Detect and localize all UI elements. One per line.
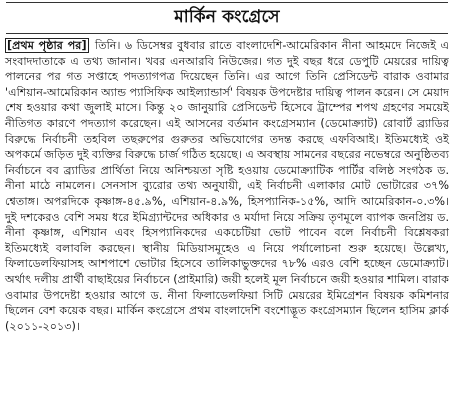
continued-from-front-page-tag: [প্রথম পৃষ্ঠার পর]: [7, 39, 87, 52]
article-text: তিনি। ৬ ডিসেম্বর বুধবার রাতে বাংলাদেশি-আমেরিকান নীনা আহমদে নিজেই এ সংবাদদাতাকে এ তথ্য জানান। খবর এনআরবি নিউজের। গত দুই বছর ধরে ডেপুটি মেয়রের দায়িত্ব পালনের পর গত সপ্তাহে পদত্যাগপত্র দিয়েছেন তিনি। এর আগে তিনি প্রেসিডেন্ট বারাক ওবামার 'এশিয়ান-আমেরিকান অ্যান্ড প্যাসিফিক আইল্যান্ডার্স' বিষয়ক উপদেষ্টার দায়িত্ব পালন করেন। সে মেয়াদ শেষ হওয়ার কথা জুলাই মাসে। কিন্তু ২০ জানুয়ারি প্রেসিডেন্ট হিসেবে ট্রাম্পের শপথ গ্রহণের সময়েই নীতিগত কারণে পদত্যাগ করেছেন। এই আসনের বর্তমান কংগ্রেসম্যান (ডেমোক্র্যাট) রোবার্ট ব্র্যাডির বিরুদ্ধে নির্বাচনী তহবিল তছরুপের গুরুতর অভিযোগের তদন্ত করছে এফবিআই। ইতিমধ্যেই ওই অপকর্মে জড়িত দুই ব্যক্তির বিরুদ্ধে চার্জ গঠিত হয়েছে। এ অবস্থায় সামনের বছরের নভেম্বরে অনুষ্ঠিতব্য নির্বাচনে বব ব্র্যাডির প্রার্থিতা নিয়ে অনিশ্চয়তা সৃষ্টি হওয়ায় ডেমোক্র্যাটিক পার্টির বলিষ্ঠ সংগঠক ড. নীনা মাঠে নামলেন। সেনসাস ব্যুরোর তথ্য অনুযায়ী, এই নির্বাচনী এলাকার মোট ভোটারের ৩৭% শ্বেতাঙ্গ। অপরদিকে কৃষ্ণাঙ্গ-৪৫.৯%, এশিয়ান-৪.৯%, হিসপ্যানিক-১৫%, আদি আমেরিকান-০.৩%। দুই দশকেরও বেশি সময় ধরে ইমিগ্র্যান্টদের অধিকার ও মর্যাদা নিয়ে সক্রিয় তৃণমূলে ব্যাপক জনপ্রিয় ড. নীনা কৃষ্ণাঙ্গ, এশিয়ান এবং হিসপ্যানিকদের একচেটিয়া ভোট পাবেন বলে নির্বাচনী বিশ্লেষকরা ইতিমধ্যেই বলাবলি করছেন। স্থানীয় মিডিয়াসমূহেও এ নিয়ে পর্যালোচনা শুরু হয়েছে। উল্লেখ্য, ফিলাডেলফিয়াসহ আশপাশে ভোটার হিসেবে তালিকাভুক্তদের ৭৮% এরও বেশি হচ্ছেন ডেমোক্র্যাট। অর্থাৎ দলীয় প্রার্থী বাছাইয়ের নির্বাচনে (প্রাইমারি) জয়ী হলেই মূল নির্বাচনে জয়ী হওয়ার শামিল। বারাক ওবামার উপদেষ্টা হওয়ার আগে ড. নীনা ফিলাডেলফিয়া সিটি মেয়রের ইমিগ্রেশন বিষয়ক কমিশনার ছিলেন বেশ কয়েক বছর। মার্কিন কংগ্রেসে প্রথম বাংলাদেশি বংশোদ্ভূত কংগ্রেসম্যান ছিলেন হাসিম ক্লার্ক (২০১১-২০১৩)।: [5, 39, 449, 333]
headline: মার্কিন কংগ্রেসে: [174, 7, 280, 27]
headline-box: [6, 2, 448, 34]
article-body: [5, 38, 449, 334]
